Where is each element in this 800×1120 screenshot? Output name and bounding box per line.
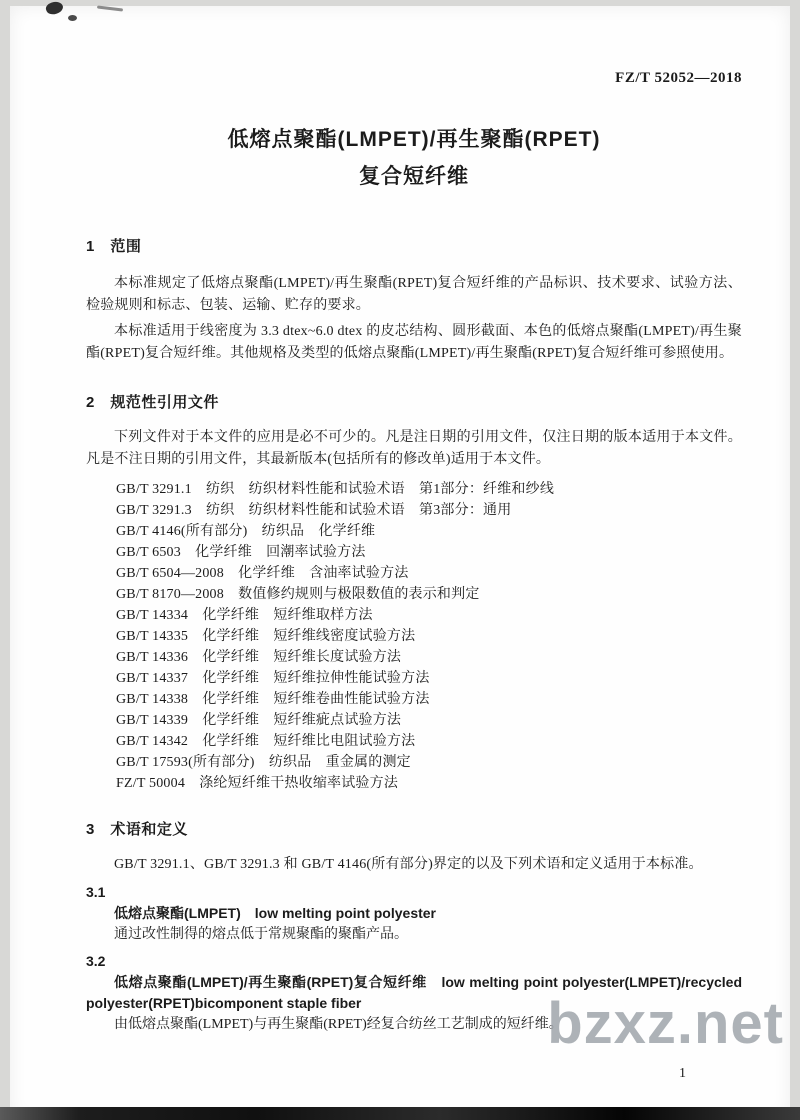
reference-item: GB/T 14342 化学纤维 短纤维比电阻试验方法 xyxy=(116,734,416,749)
section-1-heading: 1 范围 xyxy=(86,238,142,255)
reference-item: GB/T 3291.3 纺织 纺织材料性能和试验术语 第3部分：通用 xyxy=(116,503,512,518)
title-line2: 复合短纤维 xyxy=(359,165,469,188)
term-definition: 通过改性制得的熔点低于常规聚酯的聚酯产品。 xyxy=(114,927,408,942)
reference-item: GB/T 6503 化学纤维 回潮率试验方法 xyxy=(116,545,366,560)
document-page xyxy=(10,6,790,1120)
reference-item: GB/T 3291.1 纺织 纺织材料性能和试验术语 第1部分：纤维和纱线 xyxy=(116,482,555,497)
section-1-paragraph: 本标准适用于线密度为 3.3 dtex~6.0 dtex 的皮芯结构、圆形截面、本色的低熔点聚酯(LMPET)/再生聚酯(RPET)复合短纤维。其他规格及类型的低熔点聚酯(LMPET)/再生聚酯(RPET)复合短纤维可参照使用。 xyxy=(86,324,742,361)
normative-references-list xyxy=(116,479,742,794)
term-title: 低熔点聚酯(LMPET) low melting point polyester xyxy=(114,905,436,921)
term-number: 3.2 xyxy=(86,953,106,969)
reference-item: GB/T 14337 化学纤维 短纤维拉伸性能试验方法 xyxy=(116,671,430,686)
section-2-heading: 2 规范性引用文件 xyxy=(86,394,219,411)
term-title: 低熔点聚酯(LMPET)/再生聚酯(RPET)复合短纤维 low melting point polyester(LMPET)/recycled polyester(RPET)bicomponent staple fiber xyxy=(86,974,742,1011)
reference-item: GB/T 17593(所有部分) 纺织品 重金属的测定 xyxy=(116,755,411,770)
scan-edge-strip xyxy=(0,1107,800,1120)
standard-code: FZ/T 52052—2018 xyxy=(615,70,742,86)
term-definition: 由低熔点聚酯(LMPET)与再生聚酯(RPET)经复合纺丝工艺制成的短纤维。 xyxy=(114,1017,563,1032)
reference-item: GB/T 14338 化学纤维 短纤维卷曲性能试验方法 xyxy=(116,692,430,707)
reference-item: GB/T 14339 化学纤维 短纤维疵点试验方法 xyxy=(116,713,402,728)
reference-item: GB/T 6504—2008 化学纤维 含油率试验方法 xyxy=(116,566,409,581)
title-line1: 低熔点聚酯(LMPET)/再生聚酯(RPET) xyxy=(227,128,601,151)
reference-item: GB/T 14335 化学纤维 短纤维线密度试验方法 xyxy=(116,629,416,644)
section-3-intro: GB/T 3291.1、GB/T 3291.3 和 GB/T 4146(所有部分)界定的以及下列术语和定义适用于本标准。 xyxy=(114,857,703,872)
section-2-intro: 下列文件对于本文件的应用是必不可少的。凡是注日期的引用文件，仅注日期的版本适用于本文件。凡是不注日期的引用文件，其最新版本(包括所有的修改单)适用于本文件。 xyxy=(86,430,742,467)
reference-item: FZ/T 50004 涤纶短纤维干热收缩率试验方法 xyxy=(116,776,399,791)
watermark: bzxz.net xyxy=(547,991,784,1056)
page-number: 1 xyxy=(679,1066,686,1081)
reference-item: GB/T 8170—2008 数值修约规则与极限数值的表示和判定 xyxy=(116,587,480,602)
reference-item: GB/T 14334 化学纤维 短纤维取样方法 xyxy=(116,608,373,623)
section-3-heading: 3 术语和定义 xyxy=(86,821,188,838)
scan-artifact xyxy=(68,15,77,21)
term-number: 3.1 xyxy=(86,884,106,900)
section-1-paragraph: 本标准规定了低熔点聚酯(LMPET)/再生聚酯(RPET)复合短纤维的产品标识、技术要求、试验方法、检验规则和标志、包装、运输、贮存的要求。 xyxy=(86,276,742,313)
reference-item: GB/T 14336 化学纤维 短纤维长度试验方法 xyxy=(116,650,402,665)
reference-item: GB/T 4146(所有部分) 纺织品 化学纤维 xyxy=(116,524,376,539)
document-title xyxy=(86,121,742,195)
